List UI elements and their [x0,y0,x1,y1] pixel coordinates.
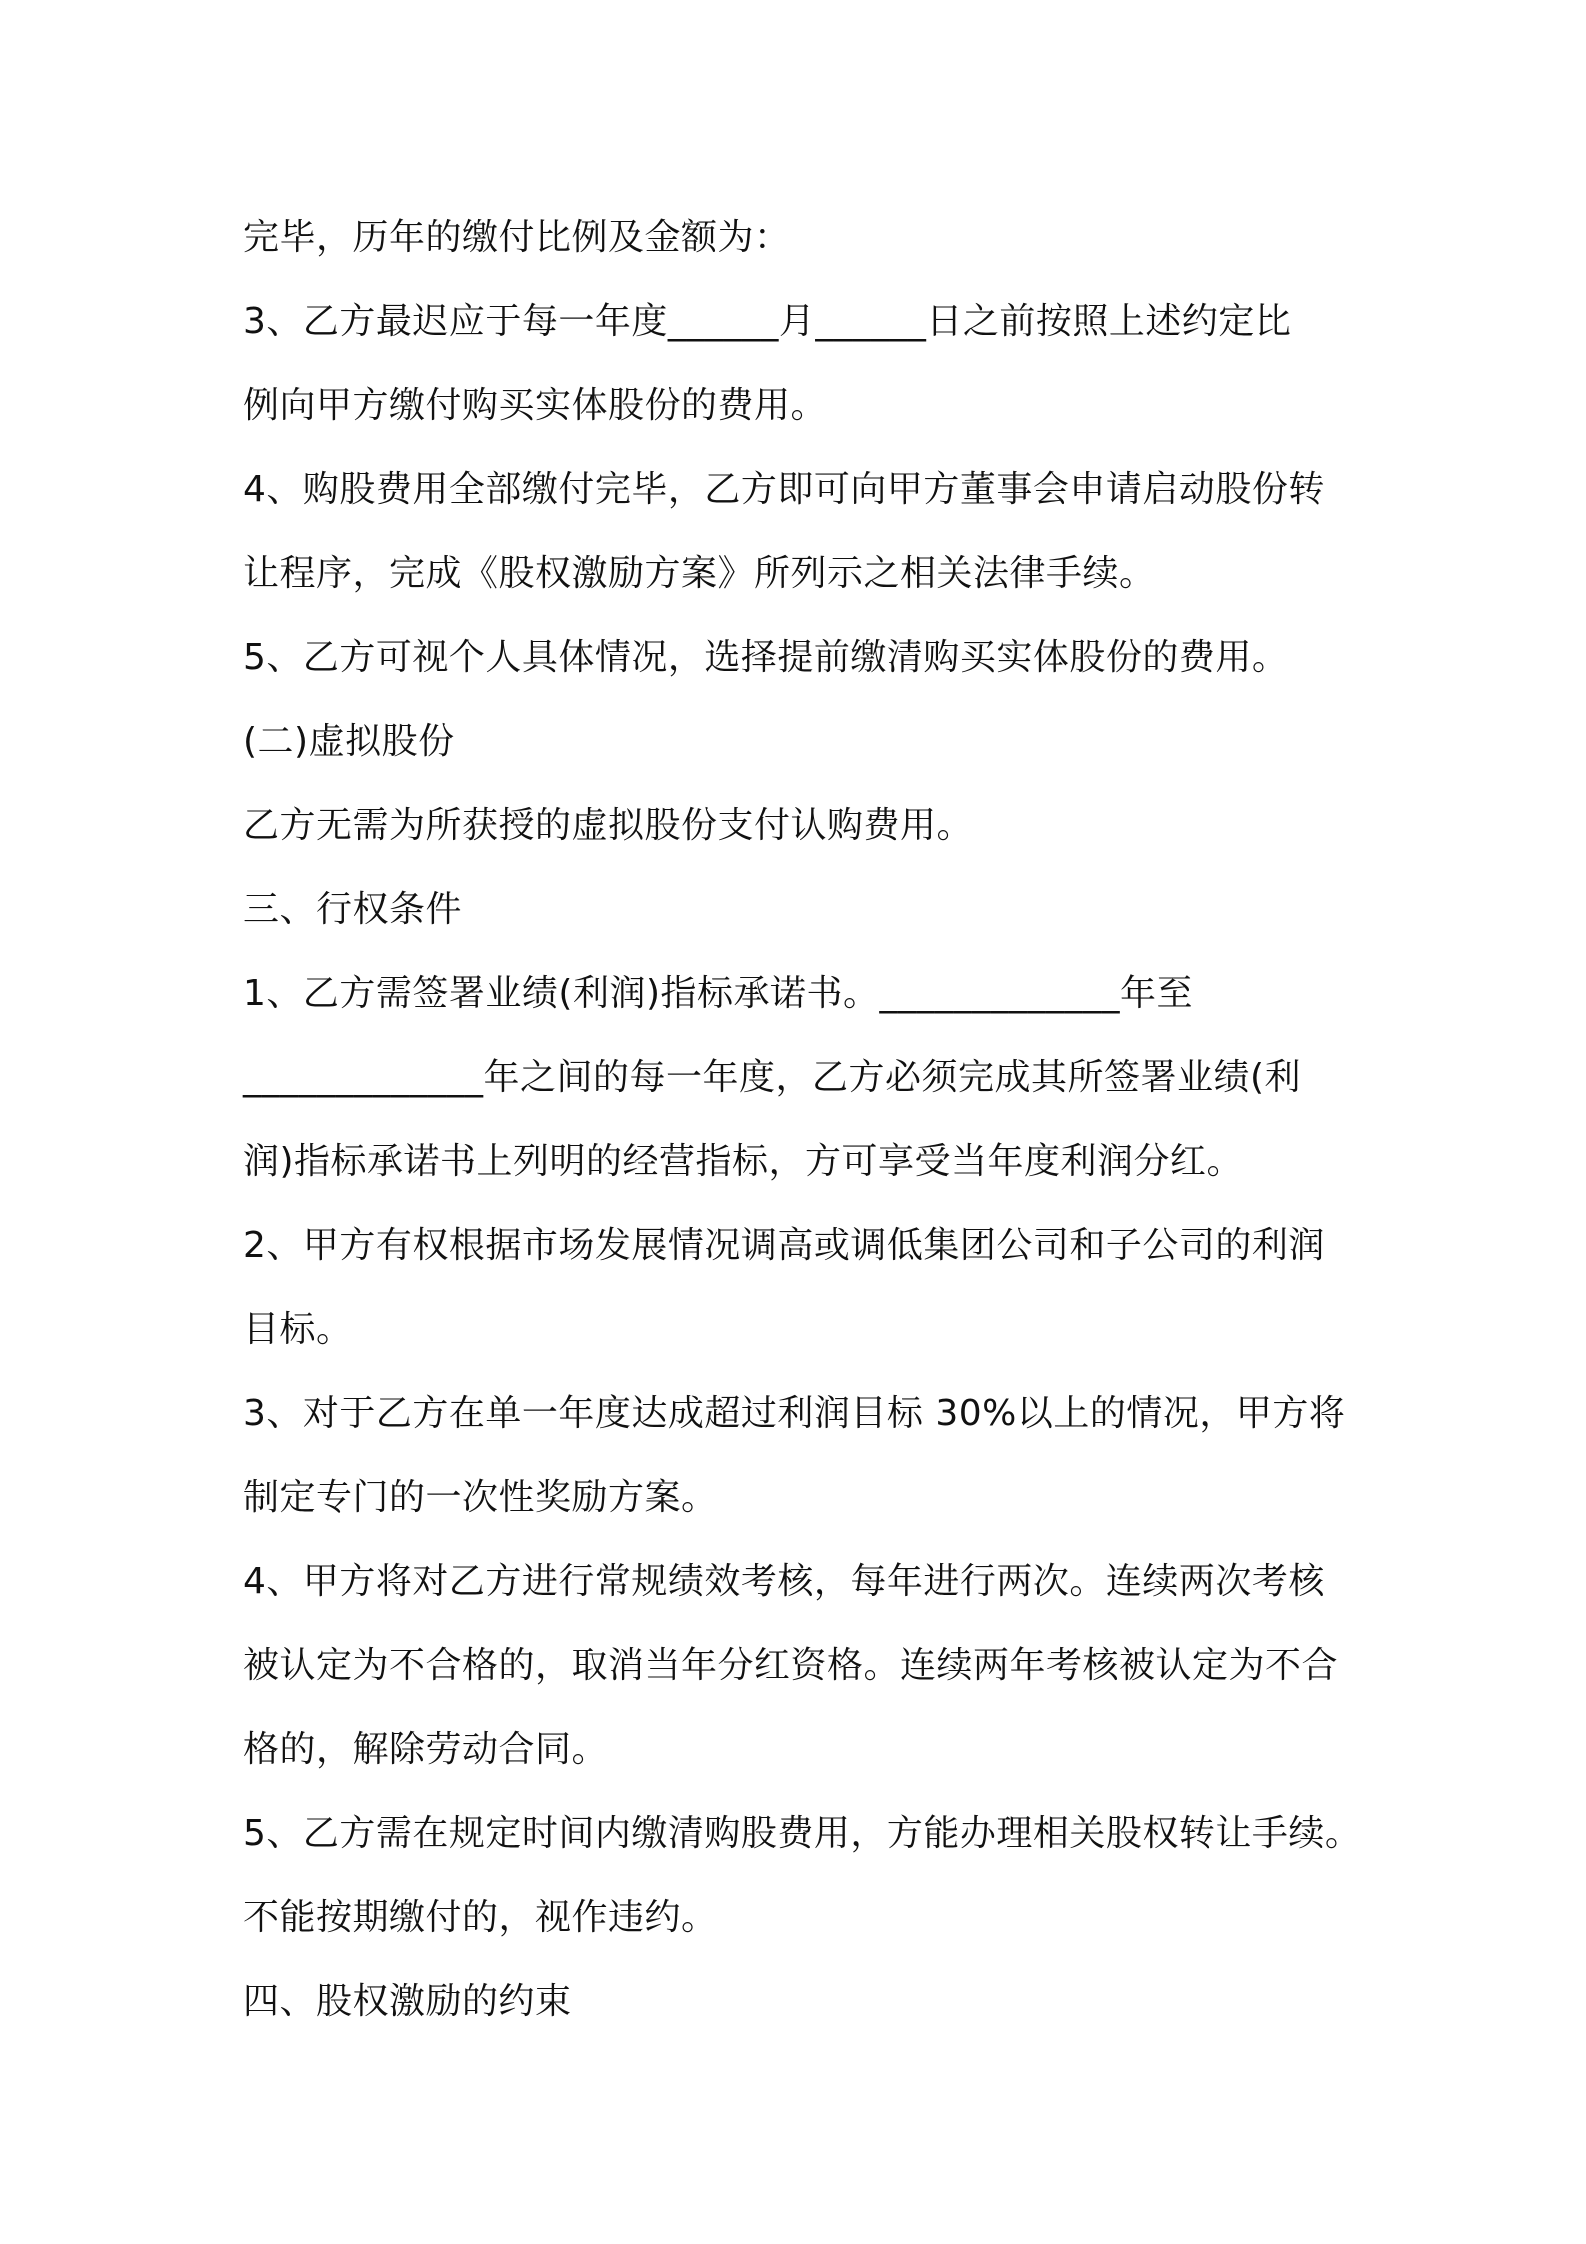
text-line: 4、购股费用全部缴付完毕，乙方即可向甲方董事会申请启动股份转 [243,469,1325,510]
text-line: 5、乙方可视个人具体情况，选择提前缴清购买实体股份的费用。 [243,637,1289,678]
text-line: 3、乙方最迟应于每一年度______月______日之前按照上述约定比 [243,301,1292,342]
text-line: 5、乙方需在规定时间内缴清购股费用，方能办理相关股权转让手续。 [243,1813,1362,1854]
text-line: 例向甲方缴付购买实体股份的费用。 [243,385,828,426]
section-heading: 三、行权条件 [243,889,463,930]
text-line: 让程序，完成《股权激励方案》所列示之相关法律手续。 [243,553,1156,594]
document-body [243,196,1383,2044]
text-line: 润)指标承诺书上列明的经营指标，方可享受当年度利润分红。 [243,1141,1244,1182]
text-line: 3、对于乙方在单一年度达成超过利润目标 30%以上的情况，甲方将 [243,1393,1346,1434]
section-heading: (二)虚拟股份 [243,721,455,762]
text-line: 制定专门的一次性奖励方案。 [243,1477,718,1518]
text-line: 4、甲方将对乙方进行常规绩效考核，每年进行两次。连续两次考核 [243,1561,1325,1602]
text-line: 1、乙方需签署业绩(利润)指标承诺书。_____________年至 [243,973,1193,1014]
text-line: _____________年之间的每一年度，乙方必须完成其所签署业绩(利 [243,1057,1302,1098]
text-line: 被认定为不合格的，取消当年分红资格。连续两年考核被认定为不合 [243,1645,1339,1686]
text-line: 乙方无需为所获授的虚拟股份支付认购费用。 [243,805,974,846]
section-heading: 四、股权激励的约束 [243,1981,572,2022]
text-line: 目标。 [243,1309,353,1350]
text-line: 不能按期缴付的，视作违约。 [243,1897,718,1938]
text-line: 2、甲方有权根据市场发展情况调高或调低集团公司和子公司的利润 [243,1225,1325,1266]
text-line: 格的，解除劳动合同。 [243,1729,609,1770]
text-line: 完毕，历年的缴付比例及金额为： [243,217,791,258]
